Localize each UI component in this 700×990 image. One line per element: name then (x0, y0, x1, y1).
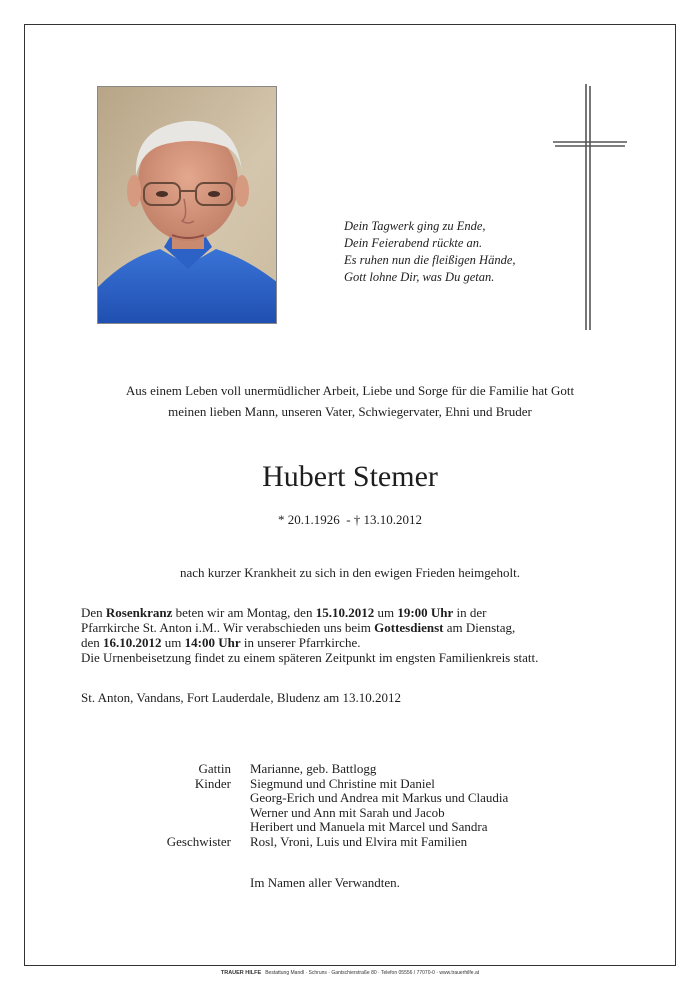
family-row (0, 762, 700, 777)
bold-text: Rosenkranz (105, 605, 173, 620)
text: den (81, 635, 104, 650)
family-row (0, 791, 700, 806)
footer-details: Bestattung Mandl · Schruns · Gantschierstraße 80 · Telefon 05556 / 77070-0 · www.trauerhilfe.at (265, 970, 480, 976)
family-members: Rosl, Vroni, Luis und Elvira mit Familien (250, 833, 468, 849)
verse-line: Dein Feierabend rückte an. (344, 236, 483, 250)
text: Pfarrkirche St. Anton i.M.. Wir verabschieden uns beim (81, 620, 375, 635)
portrait-photo (97, 86, 277, 324)
cross-icon (553, 84, 627, 330)
funeral-line: Die Urnenbeisetzung findet zu einem späteren Zeitpunkt im engsten Familienkreis statt. (81, 650, 539, 665)
birth-death-dates: * 20.1.1926 - † 13.10.2012 (277, 512, 423, 527)
family-members: Siegmund und Christine mit Daniel (250, 775, 435, 791)
memorial-verse (344, 218, 516, 286)
family-row (0, 835, 700, 850)
deceased-name: Hubert Stemer (262, 460, 438, 493)
funeral-details (81, 605, 538, 665)
family-members: Georg-Erich und Andrea mit Markus und Claudia (250, 790, 509, 805)
family-list (0, 762, 700, 849)
verse-line: Gott lohne Dir, was Du getan. (344, 270, 495, 284)
verse-line: Es ruhen nun die fleißigen Hände, (344, 253, 516, 267)
family-members: Werner und Ann mit Sarah und Jacob (250, 804, 445, 820)
footer (0, 970, 700, 976)
family-label: Gattin (198, 761, 231, 776)
family-label: Kinder (194, 775, 231, 791)
funeral-line (81, 620, 538, 635)
bold-text: 14:00 Uhr (184, 635, 241, 650)
intro-line: Aus einem Leben voll unermüdlicher Arbeit, Liebe und Sorge für die Familie hat Gott (125, 383, 575, 398)
intro-text (60, 380, 640, 422)
family-row (0, 806, 700, 821)
family-members: Heribert und Manuela mit Marcel und Sandra (250, 819, 488, 834)
funeral-line (81, 605, 538, 620)
text: Den (81, 605, 106, 620)
life-dates (0, 512, 700, 528)
text: am Dienstag, (443, 620, 516, 635)
footer-brand: TRAUER HILFE (220, 970, 262, 976)
intro-line: meinen lieben Mann, unseren Vater, Schwiegervater, Ehni und Bruder (168, 404, 532, 419)
text: um (161, 635, 185, 650)
family-members: Marianne, geb. Battlogg (250, 761, 377, 776)
passing-statement: nach kurzer Krankheit zu sich in den ewigen Frieden heimgeholt. (179, 565, 521, 580)
family-row (0, 777, 700, 792)
closing-line: Im Namen aller Verwandten. (250, 875, 400, 890)
bold-text: 16.10.2012 (103, 635, 162, 650)
text: um (374, 605, 398, 620)
bold-text: 15.10.2012 (315, 605, 375, 620)
bold-text: 19:00 Uhr (397, 605, 454, 620)
family-label: Geschwister (166, 833, 231, 849)
text: in unserer Pfarrkirche. (240, 635, 361, 650)
verse-line: Dein Tagwerk ging zu Ende, (344, 219, 486, 233)
family-row (0, 820, 700, 835)
bold-text: Gottesdienst (374, 620, 444, 635)
place-and-date: St. Anton, Vandans, Fort Lauderdale, Bludenz am 13.10.2012 (81, 690, 402, 705)
text: in der (453, 605, 487, 620)
text: beten wir am Montag, den (172, 605, 316, 620)
funeral-line (81, 635, 538, 650)
